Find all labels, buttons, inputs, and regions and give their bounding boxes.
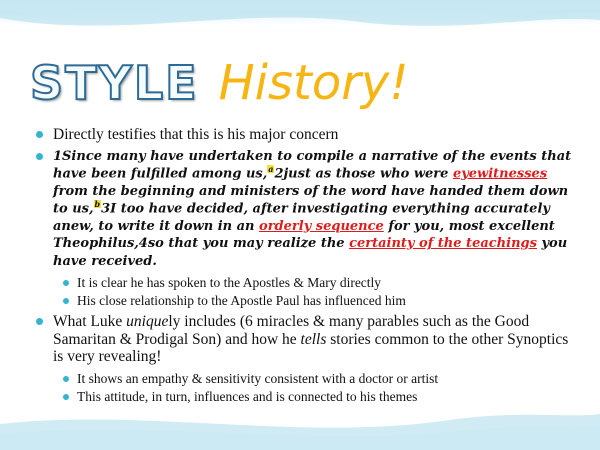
- sub-bullet-text: This attitude, in turn, influences and is connected to his themes: [77, 388, 418, 404]
- scripture-quote: [53, 148, 582, 271]
- quote-segment: for you, most excellent Theophilus,4so that you may realize the: [53, 218, 555, 252]
- text-segment: ly includes (6 miracles & many parables such as the Good Samaritan & Prodigal Son) and how he: [53, 313, 530, 348]
- emphasis-unique: unique: [126, 313, 169, 330]
- text-segment: stories common to the other Synoptics is very revealing!: [53, 330, 569, 365]
- quote-segment: from the beginning and ministers of the word have handed them down to us,: [53, 183, 569, 217]
- top-wave-decoration: [0, 0, 600, 48]
- bullet-dot-icon: [36, 318, 43, 325]
- highlight-certainty: certainty of the teachings: [349, 236, 537, 252]
- bullet-dot-icon: [36, 131, 43, 138]
- sub-bullet-text: It shows an empathy & sensitivity consistent with a doctor or artist: [77, 370, 439, 386]
- highlight-eyewitnesses: eyewitnesses: [452, 166, 548, 182]
- bullet-list: [36, 126, 582, 405]
- bullet-dot-icon: [63, 280, 69, 286]
- title-history-word: History!: [218, 55, 409, 111]
- footnote-marker: b: [94, 199, 101, 210]
- bullet-text: [53, 313, 568, 365]
- sub-bullet-text: His close relationship to the Apostle Paul has influenced him: [77, 293, 406, 308]
- bullet-dot-icon: [63, 376, 69, 382]
- quote-segment: 3I too have decided, after investigating everything accurately anew, to write it down in an: [53, 201, 550, 234]
- footnote-marker: a: [268, 163, 274, 174]
- highlight-orderly-sequence: orderly sequence: [259, 218, 384, 234]
- bullet-dot-icon: [63, 298, 69, 304]
- sub-bullet-item: [63, 292, 582, 309]
- title-style-word: STYLE: [30, 56, 199, 110]
- text-segment: What Luke: [53, 313, 127, 330]
- bullet-dot-icon: [36, 153, 43, 160]
- sub-bullet-item: [63, 370, 582, 387]
- emphasis-tells: tells: [300, 330, 327, 348]
- quote-segment: 2just as those who were: [274, 166, 453, 182]
- bottom-wave-decoration: [0, 390, 600, 450]
- sub-bullet-text: It is clear he has spoken to the Apostles & Mary directly: [77, 275, 382, 290]
- quote-segment: you have received.: [53, 236, 568, 269]
- quote-segment: 1Since many have undertaken to compile a narrative of the events that have been fulfilled among us,: [53, 148, 572, 182]
- sub-bullet-list: [53, 274, 582, 309]
- sub-bullet-item: [63, 274, 582, 291]
- bullet-text: Directly testifies that this is his major concern: [53, 126, 339, 143]
- slide-content: [36, 126, 582, 409]
- bullet-item-1: [36, 126, 582, 144]
- bullet-item-2: [36, 148, 582, 310]
- slide-title: [30, 55, 409, 115]
